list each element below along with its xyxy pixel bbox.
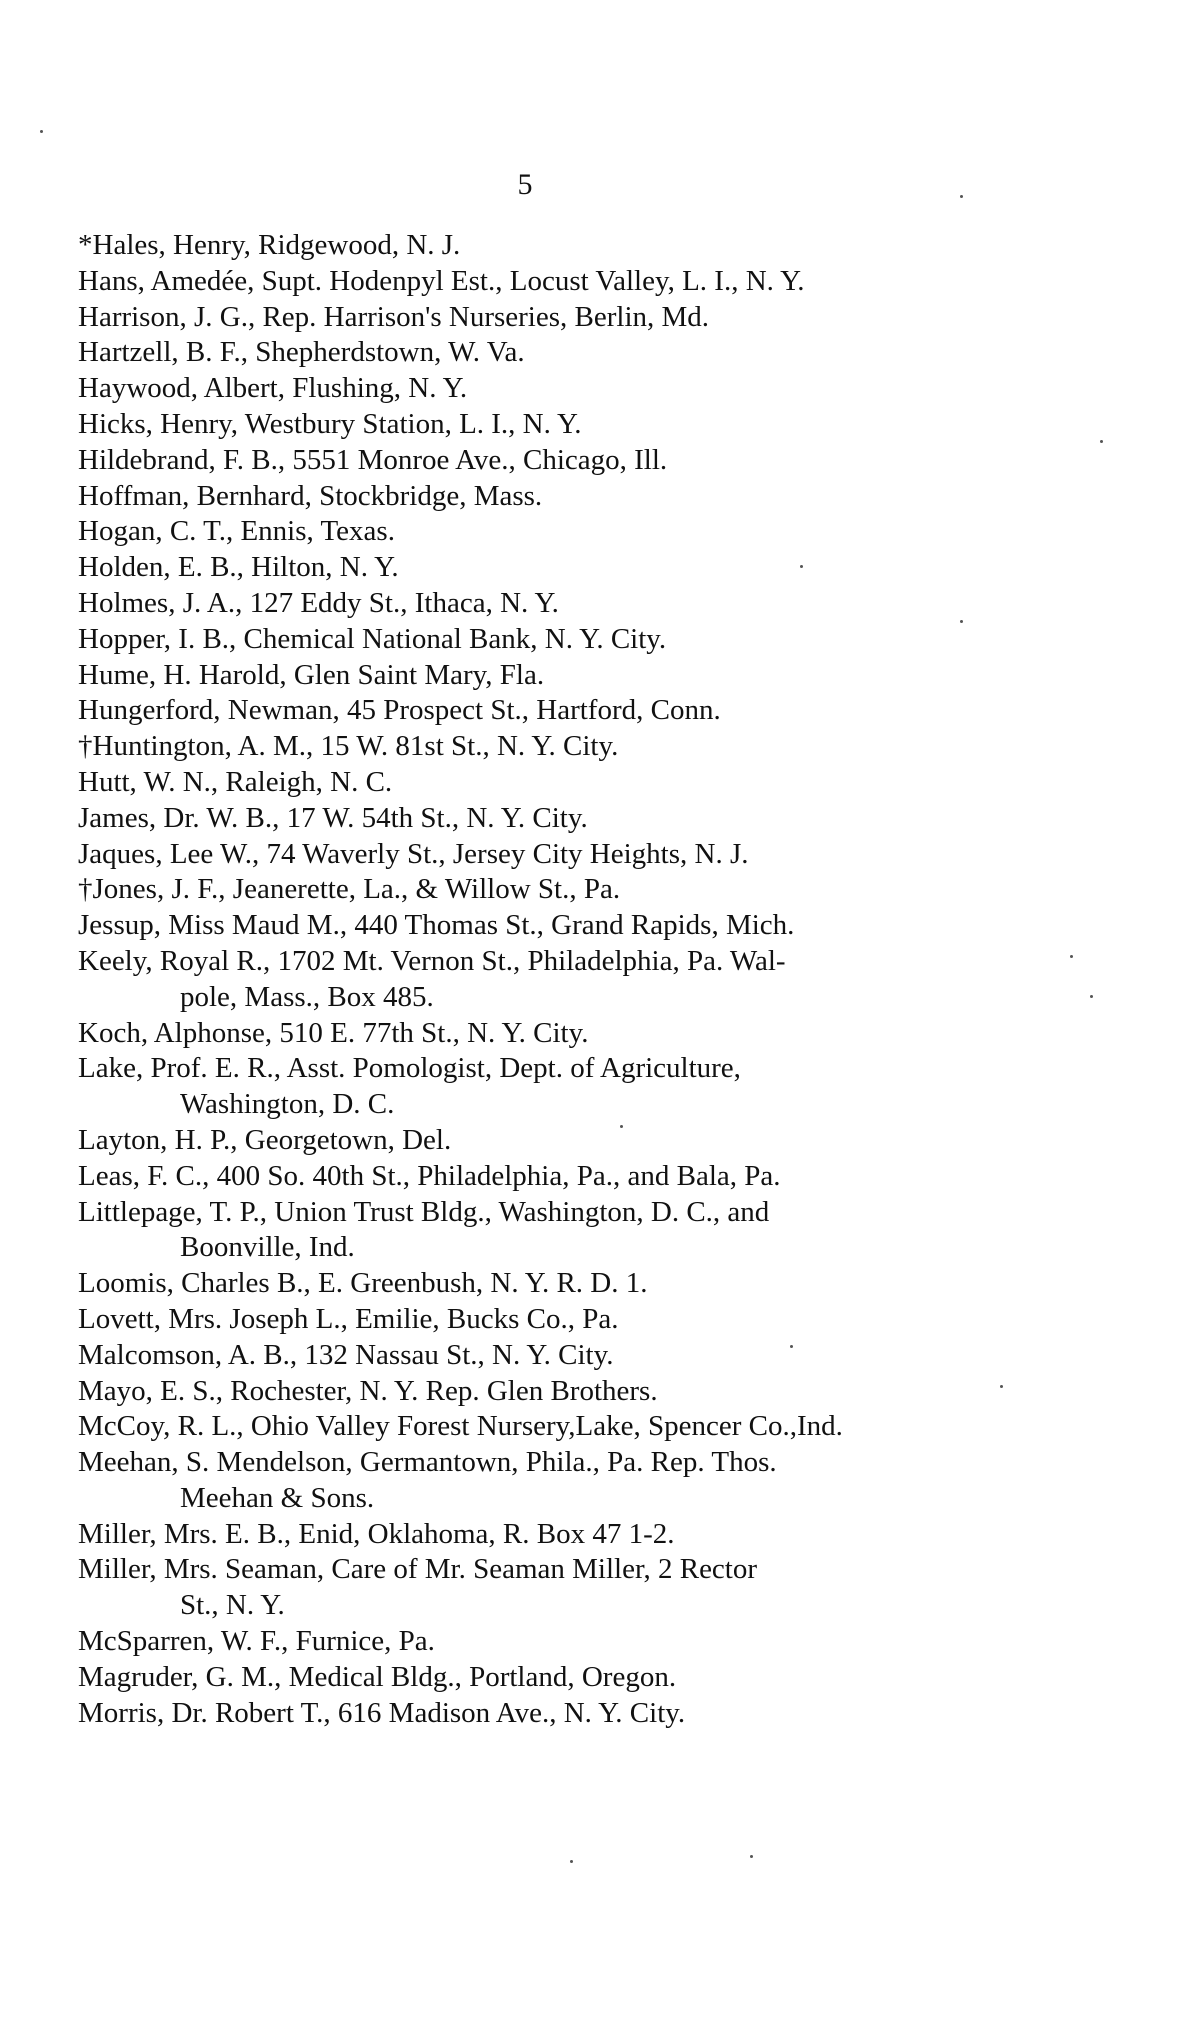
list-item [78, 443, 998, 479]
list-item [78, 837, 998, 873]
list-item [78, 1123, 998, 1159]
entry-line: Holmes, J. A., 127 Eddy St., Ithaca, N. Y. [78, 586, 559, 619]
list-item [78, 1051, 998, 1123]
list-item [78, 801, 998, 837]
entry-line: McSparren, W. F., Furnice, Pa. [78, 1625, 435, 1658]
list-item [78, 514, 998, 550]
print-speck [1100, 440, 1103, 443]
entry-line: Jaques, Lee W., 74 Waverly St., Jersey City Heights, N. J. [78, 837, 749, 870]
entry-line: Hans, Amedée, Supt. Hodenpyl Est., Locust Valley, L. I., N. Y. [78, 264, 805, 297]
list-item [78, 872, 998, 908]
print-speck [1070, 955, 1073, 958]
print-speck [570, 1860, 573, 1863]
list-item [78, 1302, 998, 1338]
print-speck [790, 1345, 793, 1348]
entry-continuation-line: St., N. Y. [180, 1589, 285, 1622]
entry-line: Hogan, C. T., Ennis, Texas. [78, 515, 395, 548]
list-item [78, 1338, 998, 1374]
entry-line: Littlepage, T. P., Union Trust Bldg., Washington, D. C., and [78, 1195, 770, 1228]
entry-line: Hoffman, Bernhard, Stockbridge, Mass. [78, 479, 543, 512]
print-speck [40, 130, 43, 133]
list-item [78, 1195, 998, 1267]
entry-line: Haywood, Albert, Flushing, N. Y. [78, 372, 468, 405]
list-item [78, 1660, 998, 1696]
list-item [78, 300, 998, 336]
entry-line: Magruder, G. M., Medical Bldg., Portland, Oregon. [78, 1660, 677, 1693]
list-item [78, 335, 998, 371]
entry-line: †Jones, J. F., Jeanerette, La., & Willow St., Pa. [78, 873, 621, 906]
print-speck [750, 1855, 753, 1858]
entry-line: Miller, Mrs. E. B., Enid, Oklahoma, R. Box 47 1-2. [78, 1517, 675, 1550]
list-item [78, 479, 998, 515]
entry-line: Holden, E. B., Hilton, N. Y. [78, 551, 399, 584]
print-speck [1090, 995, 1093, 998]
list-item [78, 658, 998, 694]
entry-line: Jessup, Miss Maud M., 440 Thomas St., Grand Rapids, Mich. [78, 909, 795, 942]
list-item [78, 1696, 998, 1732]
entry-line: Hildebrand, F. B., 5551 Monroe Ave., Chicago, Ill. [78, 443, 668, 476]
list-item [78, 944, 998, 1016]
list-item [78, 693, 998, 729]
list-item [78, 622, 998, 658]
entry-line: Hume, H. Harold, Glen Saint Mary, Fla. [78, 658, 545, 691]
list-item [78, 550, 998, 586]
list-item [78, 1445, 998, 1517]
print-speck [960, 620, 963, 623]
entry-line: Harrison, J. G., Rep. Harrison's Nurseries, Berlin, Md. [78, 300, 710, 333]
entry-line: Lake, Prof. E. R., Asst. Pomologist, Dept. of Agriculture, [78, 1052, 741, 1085]
entry-line: Miller, Mrs. Seaman, Care of Mr. Seaman Miller, 2 Rector [78, 1553, 758, 1586]
list-item [78, 586, 998, 622]
entry-line: Hungerford, Newman, 45 Prospect St., Hartford, Conn. [78, 694, 721, 727]
entry-line: Meehan, S. Mendelson, Germantown, Phila., Pa. Rep. Thos. [78, 1446, 777, 1479]
list-item [78, 264, 998, 300]
entry-continuation-line: Meehan & Sons. [180, 1481, 375, 1514]
list-item [78, 729, 998, 765]
list-item [78, 1517, 998, 1553]
entry-line: Hartzell, B. F., Shepherdstown, W. Va. [78, 336, 525, 369]
entry-line: Leas, F. C., 400 So. 40th St., Philadelphia, Pa., and Bala, Pa. [78, 1159, 781, 1192]
entry-line: †Huntington, A. M., 15 W. 81st St., N. Y. City. [78, 730, 619, 763]
entry-line: Layton, H. P., Georgetown, Del. [78, 1123, 452, 1156]
entry-line: Keely, Royal R., 1702 Mt. Vernon St., Philadelphia, Pa. Wal- [78, 944, 786, 977]
entry-line: Loomis, Charles B., E. Greenbush, N. Y. R. D. 1. [78, 1267, 648, 1300]
print-speck [960, 195, 963, 198]
entry-line: James, Dr. W. B., 17 W. 54th St., N. Y. City. [78, 801, 588, 834]
list-item [78, 407, 998, 443]
entry-line: Lovett, Mrs. Joseph L., Emilie, Bucks Co., Pa. [78, 1302, 619, 1335]
page-number: 5 [517, 168, 533, 201]
list-item [78, 1016, 998, 1052]
entry-line: Koch, Alphonse, 510 E. 77th St., N. Y. City. [78, 1016, 589, 1049]
list-item [78, 1159, 998, 1195]
entry-continuation-line: Boonville, Ind. [180, 1231, 355, 1264]
entry-line: Mayo, E. S., Rochester, N. Y. Rep. Glen Brothers. [78, 1374, 658, 1407]
list-item [78, 371, 998, 407]
list-item [78, 765, 998, 801]
list-item [78, 1552, 998, 1624]
list-item [78, 908, 998, 944]
entry-continuation-line: pole, Mass., Box 485. [180, 980, 434, 1013]
list-item [78, 228, 998, 264]
print-speck [800, 565, 803, 568]
list-item [78, 1266, 998, 1302]
entry-continuation-line: Washington, D. C. [180, 1088, 395, 1121]
entry-line: Malcomson, A. B., 132 Nassau St., N. Y. City. [78, 1338, 614, 1371]
entry-line: Hutt, W. N., Raleigh, N. C. [78, 765, 393, 798]
membership-list [78, 228, 998, 1731]
list-item [78, 1409, 998, 1445]
list-item [78, 1624, 998, 1660]
entry-line: Hopper, I. B., Chemical National Bank, N. Y. City. [78, 622, 667, 655]
list-item [78, 1374, 998, 1410]
print-speck [1000, 1385, 1003, 1388]
entry-line: McCoy, R. L., Ohio Valley Forest Nursery,Lake, Spencer Co.,Ind. [78, 1410, 843, 1443]
entry-line: *Hales, Henry, Ridgewood, N. J. [78, 229, 461, 261]
print-speck [620, 1125, 623, 1128]
entry-line: Hicks, Henry, Westbury Station, L. I., N. Y. [78, 407, 582, 440]
entry-line: Morris, Dr. Robert T., 616 Madison Ave., N. Y. City. [78, 1696, 686, 1729]
